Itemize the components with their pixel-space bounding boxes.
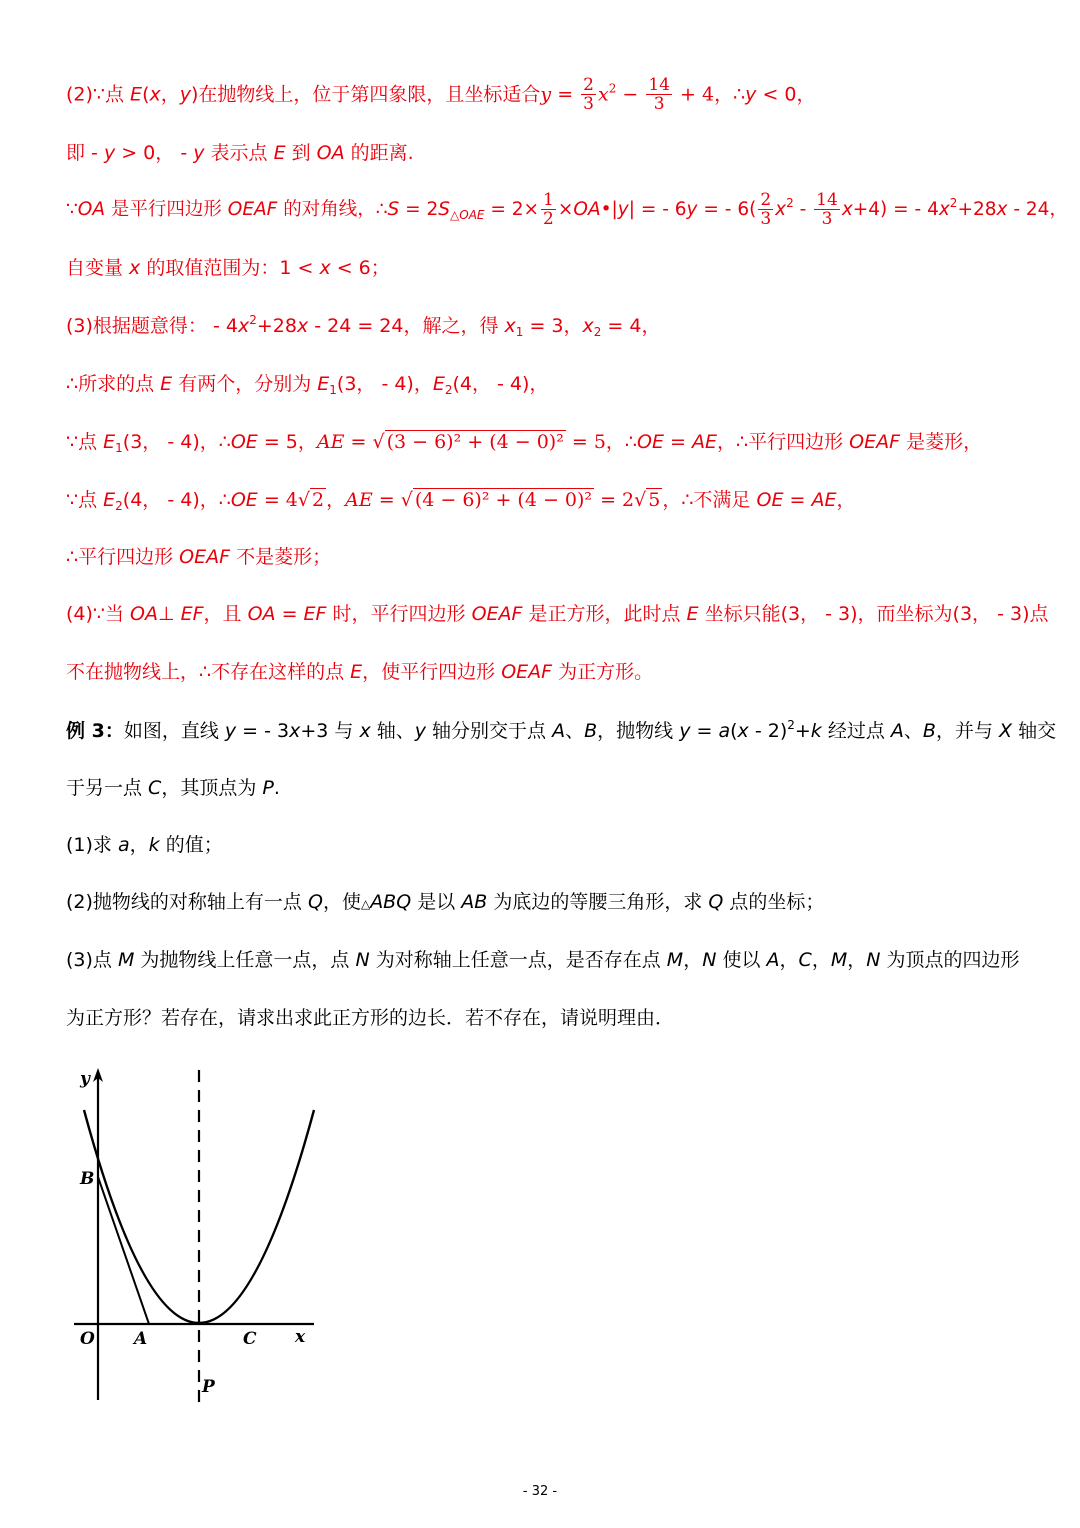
question-3-cont: 为正方形？若存在，请求出求此正方形的边长．若不存在，请说明理由． xyxy=(66,1007,675,1029)
solution-line-area: ∵OA 是平行四边形 OEAF 的对角线，∴S = $2S_{\triangle OAE} = 2\times$ $\frac{1}{2}$ ×OA•|y| = - 6y = - 6( $\frac{2}{3}$ $x^2$ - $\frac{14}{3}$ x+4) = - $4x^2+28x - 24$， xyxy=(66,190,1068,229)
label-c: C xyxy=(243,1329,257,1349)
solution-line-3: (3)根据题意得： - $4x^2+28x - 24 = 24$，解之，得 $x_1 = 3$，$x_2 = 4$， xyxy=(66,313,661,339)
example-3-statement-cont: 于另一点 C，其顶点为 P. xyxy=(66,777,280,799)
solution-line-distance: 即 - y > 0， - y 表示点 E 到 OA 的距离. xyxy=(66,142,414,164)
solution-line-conclusion: 不在抛物线上，∴不存在这样的点 E，使平行四边形 OEAF 为正方形。 xyxy=(66,661,654,683)
page-number: - 32 - xyxy=(522,1484,558,1499)
label-x: x xyxy=(295,1327,306,1347)
label-y: y xyxy=(80,1069,90,1089)
sqrt-expression: √ (3 − 6)² + (4 − 0)² xyxy=(372,431,564,453)
solution-line-e2: ∵点 $E_2(4$， - 4)，∴OE = 4√ 2 ，AE = √ (4 − 6)² + (4 − 0)² = 2√ 5 ，∴不满足 OE = AE， xyxy=(66,489,856,513)
label-b: B xyxy=(80,1169,95,1189)
parabola-figure xyxy=(60,1060,330,1410)
solution-line-2-intro: (2)∵点 E(x，y)在抛物线上，位于第四象限，且坐标适合y = $\frac{2}{3}$ $x^2$ − $\frac{14}{3}$ + 4，∴y < 0， xyxy=(66,75,816,114)
example-3-statement: 例 3：如图，直线 y = - 3x+3 与 x 轴、y 轴分别交于点 A、B，抛物线 y = a(x - 2)$^2$+k 经过点 A、B，并与 X 轴交 xyxy=(66,718,1057,742)
example-label: 例 3： xyxy=(66,720,124,742)
label-o: O xyxy=(80,1329,95,1349)
solution-line-4: (4)∵当 OA⊥ EF，且 OA = EF 时，平行四边形 OEAF 是正方形，此时点 E 坐标只能(3， - 3)，而坐标为(3， - 3)点 xyxy=(66,603,1049,625)
question-1: (1)求 a，k 的值； xyxy=(66,834,223,856)
fraction-14-3: $\frac{14}{3}$ xyxy=(648,75,670,114)
question-3: (3)点 M 为抛物线上任意一点，点 N 为对称轴上任意一点，是否存在点 M，N 使以 A，C，M，N 为顶点的四边形 xyxy=(66,949,1020,971)
solution-line-not-rhombus: ∴平行四边形 OEAF 不是菱形； xyxy=(66,546,332,568)
label-p: P xyxy=(202,1377,215,1397)
solution-line-domain: 自变量 x 的取值范围为：1 < x < 6； xyxy=(66,257,390,279)
question-2: (2)抛物线的对称轴上有一点 Q，使△ABQ 是以 AB 为底边的等腰三角形，求 Q 点的坐标； xyxy=(66,891,825,913)
solution-line-points: ∴所求的点 E 有两个，分别为 $E_1(3$， - 4)，$E_2(4$， - 4)， xyxy=(66,373,549,397)
solution-line-e1: ∵点 $E_1(3$， - 4)，∴OE = 5，AE = √ (3 − 6)² + (4 − 0)² = 5，∴OE = AE，∴平行四边形 OEAF 是菱形， xyxy=(66,426,1040,458)
line-ab xyxy=(98,1177,149,1324)
label-a: A xyxy=(134,1329,148,1349)
fraction-2-3: $\frac{2}{3}$ xyxy=(583,75,594,114)
